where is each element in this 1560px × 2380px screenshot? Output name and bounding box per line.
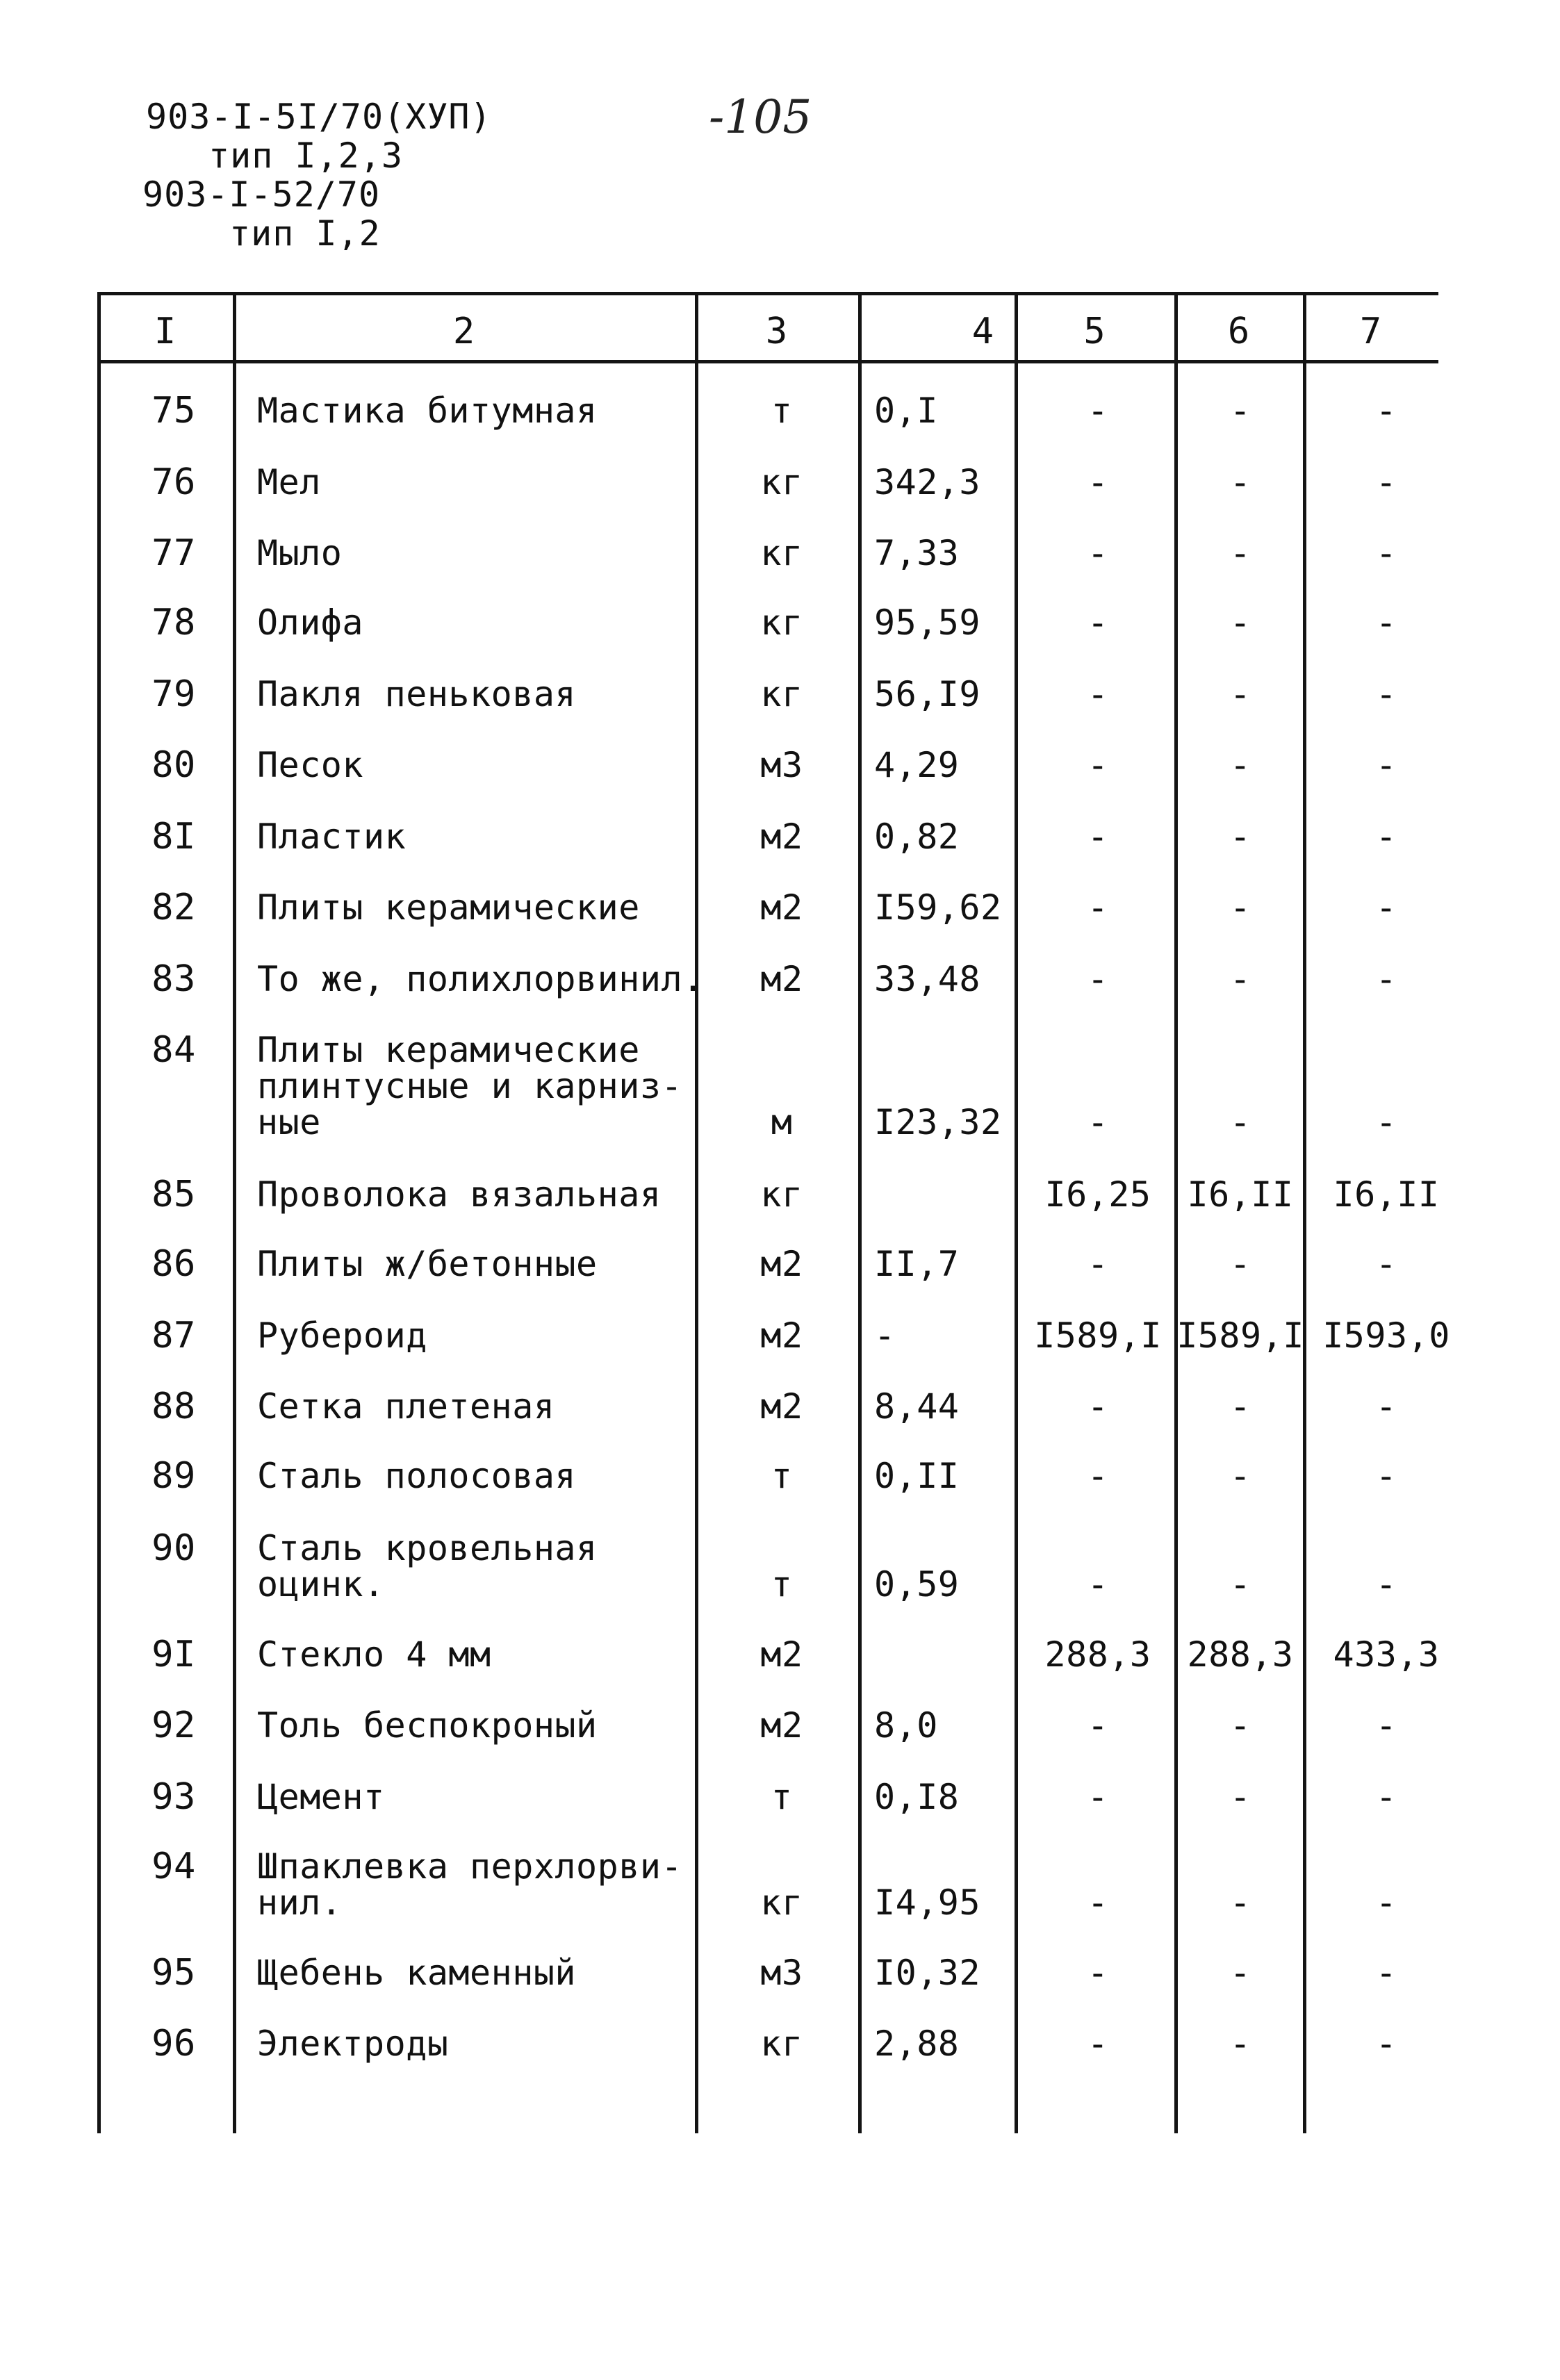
- row-number: 88: [151, 1386, 196, 1427]
- row-number: 89: [151, 1455, 196, 1497]
- quantity-col-4: 56,I9: [874, 674, 981, 714]
- quantity-col-6: -: [1229, 2024, 1251, 2064]
- table-top-border: [97, 292, 1438, 295]
- quantity-col-7: -: [1375, 1705, 1397, 1746]
- row-number: 75: [151, 390, 196, 432]
- quantity-col-4: II,7: [874, 1244, 960, 1284]
- header-type-1: тип I,2,3: [208, 136, 403, 176]
- quantity-col-5: -: [1087, 1456, 1109, 1496]
- row-number: 93: [151, 1776, 196, 1818]
- quantity-col-7: -: [1375, 674, 1397, 714]
- material-name: Пластик: [257, 816, 407, 857]
- material-name: Олифа: [257, 602, 364, 643]
- unit-of-measure: т: [771, 1777, 793, 1817]
- quantity-col-5: I6,25: [1044, 1174, 1151, 1215]
- quantity-col-6: -: [1229, 674, 1251, 714]
- unit-of-measure: м3: [760, 1953, 803, 1993]
- quantity-col-6: 288,3: [1187, 1634, 1294, 1675]
- unit-of-measure: м2: [760, 1386, 803, 1427]
- header-doc-code-1: 903-I-5I/70(XУП): [146, 97, 492, 137]
- row-number: 9I: [151, 1634, 196, 1675]
- quantity-col-6: -: [1229, 602, 1251, 643]
- quantity-col-5: -: [1087, 533, 1109, 573]
- quantity-col-5: -: [1087, 1244, 1109, 1284]
- material-name: То же, полихлорвинил.: [257, 959, 704, 999]
- material-name: Проволока вязальная: [257, 1174, 662, 1215]
- row-number: 83: [151, 958, 196, 1000]
- unit-of-measure: кг: [760, 1174, 803, 1215]
- page-number: -105: [709, 90, 812, 144]
- quantity-col-5: -: [1087, 959, 1109, 999]
- unit-of-measure: кг: [760, 533, 803, 573]
- quantity-col-7: -: [1375, 1777, 1397, 1817]
- unit-of-measure: кг: [760, 462, 803, 502]
- quantity-col-6: -: [1229, 1953, 1251, 1993]
- material-name: Пакля пеньковая: [257, 674, 577, 714]
- quantity-col-4: 95,59: [874, 602, 981, 643]
- quantity-col-7: -: [1375, 816, 1397, 857]
- unit-of-measure: кг: [760, 1882, 803, 1923]
- quantity-col-7: -: [1375, 2024, 1397, 2064]
- quantity-col-4: 7,33: [874, 533, 960, 573]
- material-name: Плиты керамические: [257, 887, 640, 928]
- quantity-col-4: 342,3: [874, 462, 981, 502]
- quantity-col-5: -: [1087, 1705, 1109, 1746]
- unit-of-measure: кг: [760, 602, 803, 643]
- document-header: [142, 97, 492, 254]
- quantity-col-7: -: [1375, 1386, 1397, 1427]
- material-name: Плиты ж/бетонные: [257, 1244, 598, 1284]
- unit-of-measure: м2: [760, 1634, 803, 1675]
- quantity-col-7: I593,0: [1322, 1315, 1450, 1356]
- quantity-col-4: 8,0: [874, 1705, 938, 1746]
- material-name: Шпаклевка перхлорви- нил.: [257, 1846, 683, 1923]
- quantity-col-5: -: [1087, 1882, 1109, 1923]
- material-name: Толь беспокроный: [257, 1705, 598, 1746]
- quantity-col-6: -: [1229, 1777, 1251, 1817]
- quantity-col-5: -: [1087, 1564, 1109, 1605]
- quantity-col-6: -: [1229, 1386, 1251, 1427]
- unit-of-measure: м2: [760, 1244, 803, 1284]
- quantity-col-7: -: [1375, 1102, 1397, 1142]
- quantity-col-4: 4,29: [874, 745, 960, 785]
- quantity-col-5: -: [1087, 816, 1109, 857]
- quantity-col-5: -: [1087, 1777, 1109, 1817]
- quantity-col-5: -: [1087, 887, 1109, 928]
- quantity-col-5: -: [1087, 391, 1109, 431]
- quantity-col-6: -: [1229, 1564, 1251, 1605]
- quantity-col-4: 0,59: [874, 1564, 960, 1605]
- unit-of-measure: т: [771, 1564, 793, 1605]
- material-name: Мастика битумная: [257, 391, 598, 431]
- quantity-col-6: -: [1229, 1882, 1251, 1923]
- quantity-col-6: -: [1229, 816, 1251, 857]
- column-header: I: [154, 311, 176, 352]
- row-number: 92: [151, 1705, 196, 1746]
- quantity-col-6: -: [1229, 745, 1251, 785]
- material-name: Плиты керамические плинтусные и карниз- ные: [257, 1030, 683, 1142]
- material-name: Цемент: [257, 1777, 385, 1817]
- material-name: Песок: [257, 745, 364, 785]
- quantity-col-6: -: [1229, 959, 1251, 999]
- column-header: 5: [1083, 311, 1106, 352]
- table-header-divider: [97, 360, 1438, 363]
- quantity-col-5: I589,I: [1034, 1315, 1162, 1356]
- quantity-col-6: -: [1229, 462, 1251, 502]
- quantity-col-7: -: [1375, 602, 1397, 643]
- row-number: 77: [151, 532, 196, 574]
- material-name: Сетка плетеная: [257, 1386, 555, 1427]
- column-header: 4: [971, 311, 994, 352]
- quantity-col-7: -: [1375, 533, 1397, 573]
- unit-of-measure: кг: [760, 2024, 803, 2064]
- material-name: Щебень каменный: [257, 1953, 577, 1993]
- quantity-col-6: -: [1229, 1244, 1251, 1284]
- row-number: 76: [151, 461, 196, 503]
- quantity-col-6: I589,I: [1176, 1315, 1304, 1356]
- quantity-col-4: 0,I8: [874, 1777, 960, 1817]
- quantity-col-4: 2,88: [874, 2024, 960, 2064]
- quantity-col-4: 8,44: [874, 1386, 960, 1427]
- quantity-col-7: -: [1375, 391, 1397, 431]
- quantity-col-4: 0,82: [874, 816, 960, 857]
- quantity-col-5: 288,3: [1044, 1634, 1151, 1675]
- quantity-col-4: 0,I: [874, 391, 938, 431]
- column-header: 3: [765, 311, 788, 352]
- quantity-col-6: -: [1229, 391, 1251, 431]
- material-name: Мыло: [257, 533, 343, 573]
- row-number: 86: [151, 1243, 196, 1285]
- quantity-col-4: I0,32: [874, 1953, 981, 1993]
- quantity-col-5: -: [1087, 1386, 1109, 1427]
- quantity-col-7: -: [1375, 745, 1397, 785]
- quantity-col-4: -: [874, 1315, 896, 1356]
- quantity-col-7: -: [1375, 1953, 1397, 1993]
- row-number: 79: [151, 673, 196, 715]
- unit-of-measure: кг: [760, 674, 803, 714]
- row-number: 82: [151, 887, 196, 928]
- unit-of-measure: м2: [760, 959, 803, 999]
- quantity-col-7: 433,3: [1333, 1634, 1440, 1675]
- material-name: Рубероид: [257, 1315, 427, 1356]
- materials-table: [90, 292, 1450, 2133]
- row-number: 8I: [151, 816, 196, 857]
- quantity-col-7: I6,II: [1333, 1174, 1440, 1215]
- quantity-col-7: -: [1375, 1882, 1397, 1923]
- unit-of-measure: м2: [760, 1315, 803, 1356]
- unit-of-measure: т: [771, 1456, 793, 1496]
- quantity-col-4: I23,32: [874, 1102, 1002, 1142]
- row-number: 95: [151, 1952, 196, 1994]
- material-name: Электроды: [257, 2024, 449, 2064]
- unit-of-measure: м2: [760, 816, 803, 857]
- quantity-col-5: -: [1087, 602, 1109, 643]
- header-doc-code-2: 903-I-52/70: [142, 174, 381, 215]
- quantity-col-6: I6,II: [1187, 1174, 1294, 1215]
- quantity-col-6: -: [1229, 1102, 1251, 1142]
- row-number: 85: [151, 1174, 196, 1215]
- quantity-col-4: 33,48: [874, 959, 981, 999]
- unit-of-measure: м: [771, 1102, 793, 1142]
- unit-of-measure: м2: [760, 887, 803, 928]
- header-type-2: тип I,2: [229, 213, 381, 254]
- quantity-col-4: I59,62: [874, 887, 1002, 928]
- table-border-left: [97, 292, 101, 2133]
- quantity-col-5: -: [1087, 745, 1109, 785]
- row-number: 90: [151, 1527, 196, 1569]
- material-name: Стекло 4 мм: [257, 1634, 491, 1675]
- column-header: 6: [1227, 311, 1250, 352]
- column-header: 2: [452, 311, 475, 352]
- row-number: 78: [151, 602, 196, 643]
- quantity-col-7: -: [1375, 1564, 1397, 1605]
- material-name: Мел: [257, 462, 321, 502]
- quantity-col-6: -: [1229, 533, 1251, 573]
- quantity-col-5: -: [1087, 1953, 1109, 1993]
- quantity-col-5: -: [1087, 1102, 1109, 1142]
- quantity-col-5: -: [1087, 462, 1109, 502]
- row-number: 80: [151, 744, 196, 786]
- row-number: 96: [151, 2023, 196, 2065]
- row-number: 94: [151, 1846, 196, 1887]
- quantity-col-5: -: [1087, 674, 1109, 714]
- unit-of-measure: м2: [760, 1705, 803, 1746]
- quantity-col-7: -: [1375, 462, 1397, 502]
- quantity-col-4: 0,II: [874, 1456, 960, 1496]
- row-number: 87: [151, 1315, 196, 1356]
- quantity-col-7: -: [1375, 1244, 1397, 1284]
- quantity-col-6: -: [1229, 1456, 1251, 1496]
- column-header: 7: [1359, 311, 1382, 352]
- quantity-col-7: -: [1375, 1456, 1397, 1496]
- quantity-col-7: -: [1375, 959, 1397, 999]
- unit-of-measure: т: [771, 391, 793, 431]
- quantity-col-6: -: [1229, 1705, 1251, 1746]
- material-name: Сталь полосовая: [257, 1456, 577, 1496]
- quantity-col-5: -: [1087, 2024, 1109, 2064]
- row-number: 84: [151, 1029, 196, 1071]
- material-name: Сталь кровельная оцинк.: [257, 1528, 598, 1605]
- unit-of-measure: м3: [760, 745, 803, 785]
- quantity-col-6: -: [1229, 887, 1251, 928]
- quantity-col-7: -: [1375, 887, 1397, 928]
- quantity-col-4: I4,95: [874, 1882, 981, 1923]
